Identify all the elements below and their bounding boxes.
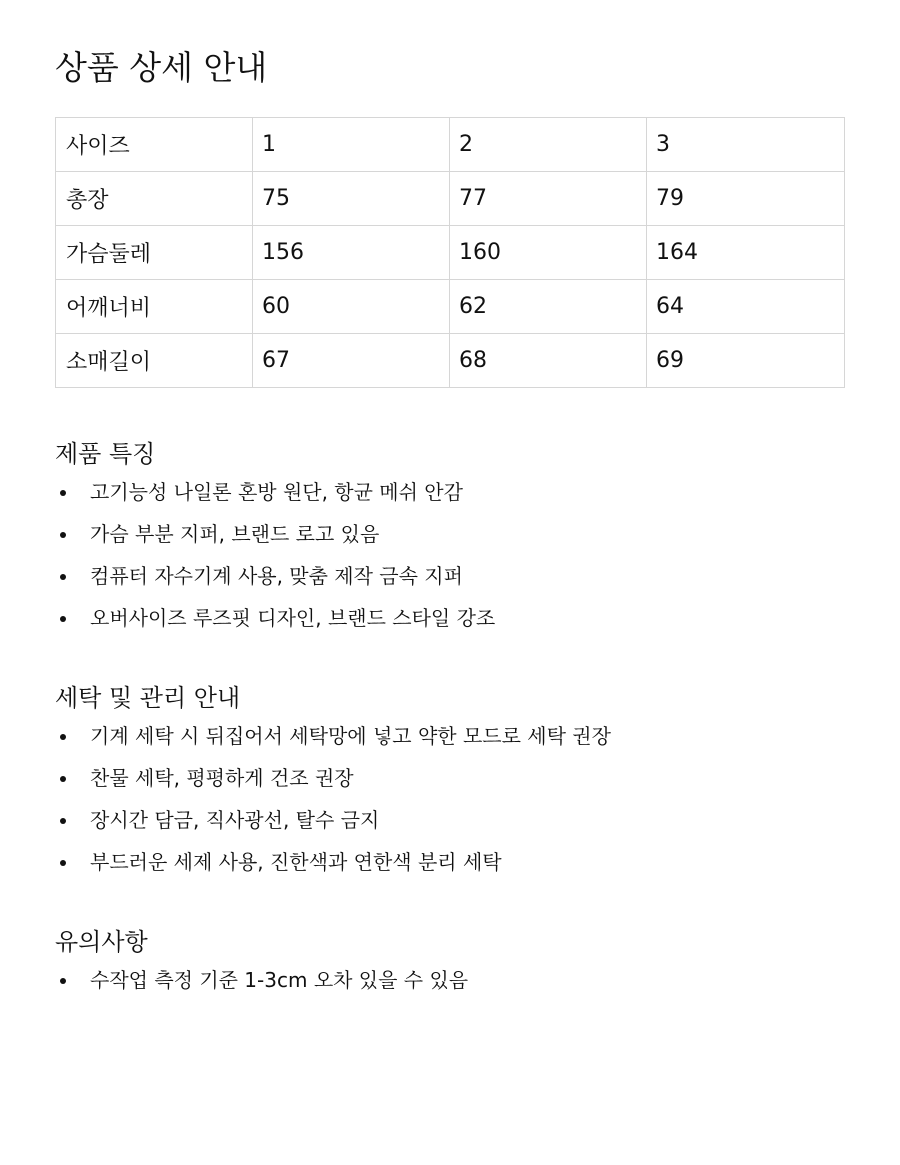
list-item-text: 기계 세탁 시 뒤집어서 세탁망에 넣고 약한 모드로 세탁 권장 [90, 724, 611, 748]
table-cell: 67 [253, 334, 450, 388]
list-item-text: 고기능성 나일론 혼방 원단, 항균 메쉬 안감 [90, 480, 463, 504]
table-cell: 60 [253, 280, 450, 334]
table-cell: 62 [450, 280, 647, 334]
bullet-icon [60, 490, 66, 496]
table-cell: 77 [450, 172, 647, 226]
features-list [55, 475, 845, 643]
care-section [55, 681, 845, 887]
section-heading: 세탁 및 관리 안내 [55, 684, 241, 712]
list-item-text: 컴퓨터 자수기계 사용, 맞춤 제작 금속 지퍼 [90, 564, 463, 588]
table-row-sleeve [56, 334, 845, 388]
table-cell: 64 [647, 280, 845, 334]
list-item-text: 부드러운 세제 사용, 진한색과 연한색 분리 세탁 [90, 850, 502, 874]
list-item [55, 963, 845, 1005]
notes-list [55, 963, 845, 1005]
list-item [55, 517, 845, 559]
size-table [55, 117, 845, 388]
table-cell: 75 [253, 172, 450, 226]
bullet-icon [60, 978, 66, 984]
table-cell: 68 [450, 334, 647, 388]
list-item-text: 가슴 부분 지퍼, 브랜드 로고 있음 [90, 522, 380, 546]
row-label: 총장 [56, 172, 253, 226]
list-item-text: 수작업 측정 기준 1-3cm 오차 있을 수 있음 [90, 968, 469, 992]
bullet-icon [60, 574, 66, 580]
notes-section [55, 925, 845, 1005]
features-section [55, 437, 845, 643]
bullet-icon [60, 616, 66, 622]
row-label: 가슴둘레 [56, 226, 253, 280]
list-item [55, 761, 845, 803]
table-row-shoulder [56, 280, 845, 334]
list-item [55, 803, 845, 845]
section-heading: 유의사항 [55, 928, 148, 956]
table-row-chest [56, 226, 845, 280]
list-item-text: 오버사이즈 루즈핏 디자인, 브랜드 스타일 강조 [90, 606, 496, 630]
row-label: 사이즈 [56, 118, 253, 172]
bullet-icon [60, 532, 66, 538]
list-item-text: 장시간 담금, 직사광선, 탈수 금지 [90, 808, 380, 832]
table-cell: 69 [647, 334, 845, 388]
list-item [55, 719, 845, 761]
bullet-icon [60, 818, 66, 824]
table-row-length [56, 172, 845, 226]
bullet-icon [60, 860, 66, 866]
row-label: 소매길이 [56, 334, 253, 388]
list-item [55, 845, 845, 887]
table-row-size [56, 118, 845, 172]
bullet-icon [60, 734, 66, 740]
table-cell: 3 [647, 118, 845, 172]
table-cell: 156 [253, 226, 450, 280]
page-title: 상품 상세 안내 [55, 48, 268, 87]
list-item [55, 601, 845, 643]
list-item-text: 찬물 세탁, 평평하게 건조 권장 [90, 766, 354, 790]
row-label: 어깨너비 [56, 280, 253, 334]
care-list [55, 719, 845, 887]
table-cell: 79 [647, 172, 845, 226]
table-cell: 160 [450, 226, 647, 280]
section-heading: 제품 특징 [55, 440, 156, 468]
list-item [55, 559, 845, 601]
list-item [55, 475, 845, 517]
bullet-icon [60, 776, 66, 782]
table-cell: 2 [450, 118, 647, 172]
table-cell: 164 [647, 226, 845, 280]
table-cell: 1 [253, 118, 450, 172]
